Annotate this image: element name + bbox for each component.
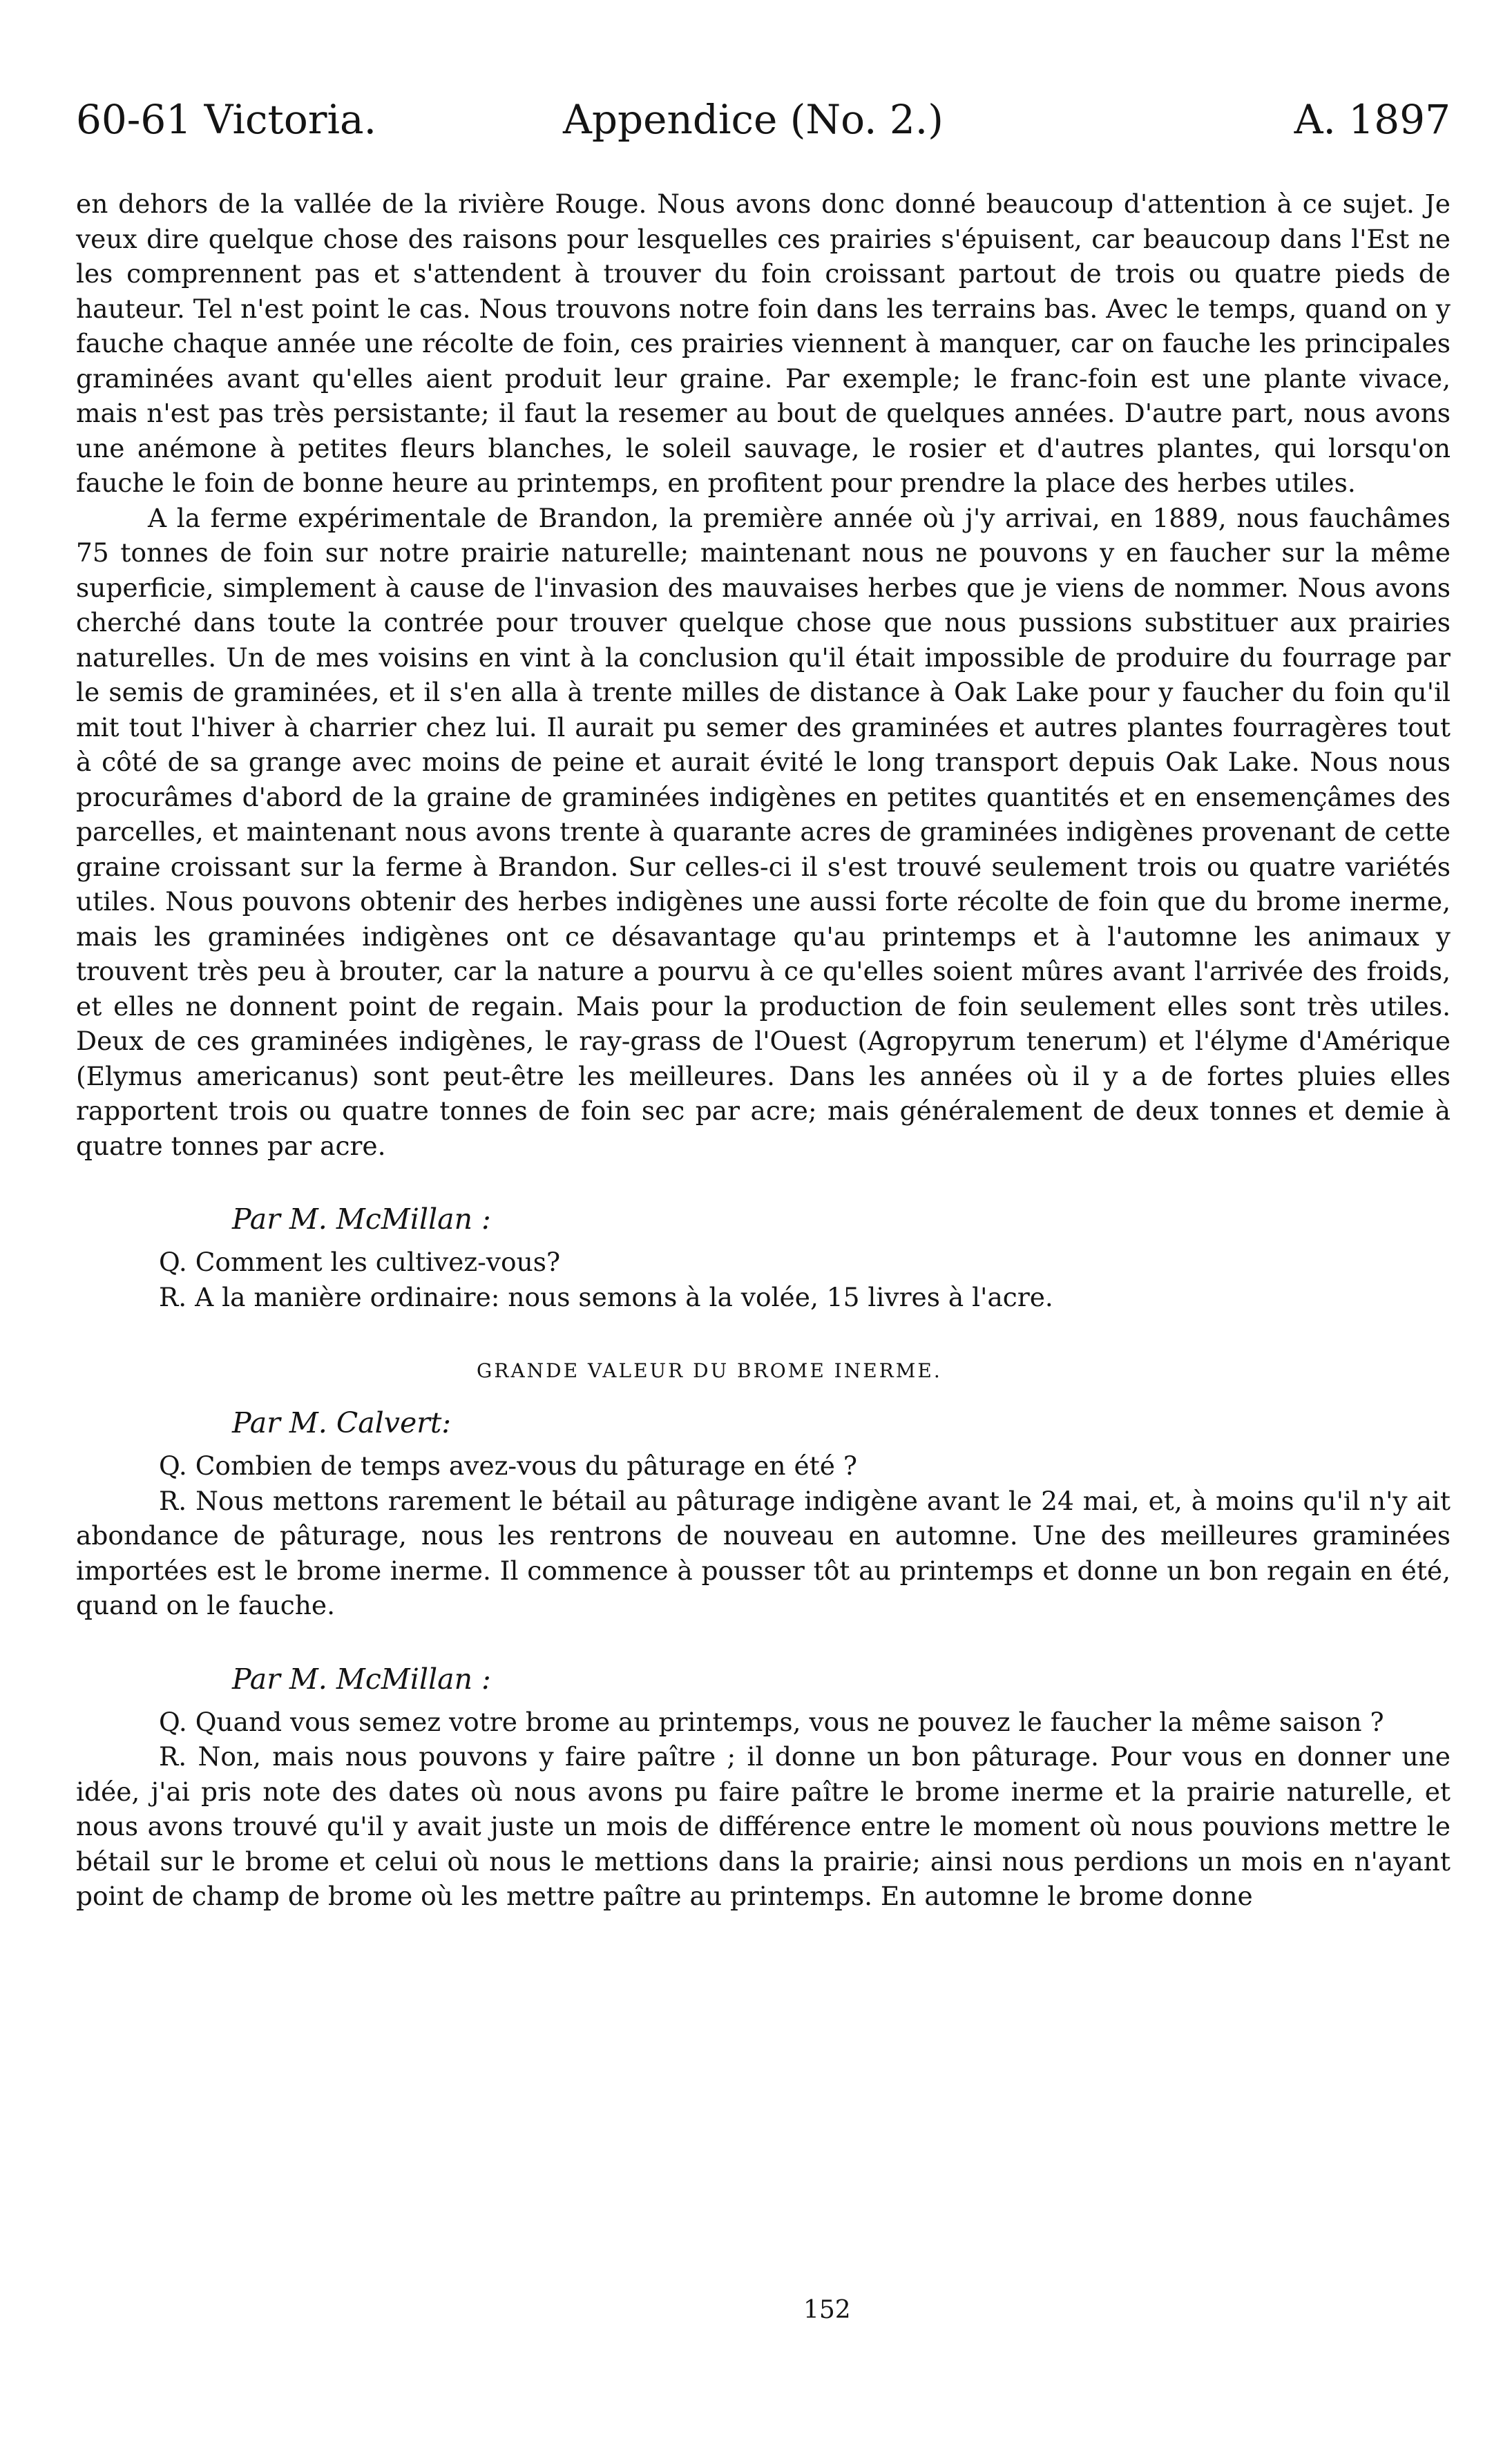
qa-text: A la manière ordinaire: nous semons à la volée, 15 livres à l'acre. [195, 1281, 1053, 1312]
question [76, 1245, 1451, 1280]
qa-text: Non, mais nous pouvons y faire paître ; il donne un bon pâturage. Pour vous en donner une idée, j'ai pris note des dates où nous avons pu faire paître le brome inerme et la prairie naturelle, et nous avons trouvé qu'il y avait juste un mois de différence entre le moment où nous pouvions mettre le bétail sur le brome et celui où nous le mettions dans la prairie; ainsi nous perdions un mois en n'ayant point de champ de brome où les mettre paître au printemps. En automne le brome donne [76, 1741, 1451, 1911]
answer [76, 1739, 1451, 1914]
speaker-mcmillan: Par M. McMillan : [232, 1203, 491, 1236]
qa-tag: R. [159, 1741, 187, 1772]
answer [76, 1484, 1451, 1623]
question [76, 1705, 1451, 1740]
qa-tag: Q. [159, 1450, 187, 1481]
qa-tag: Q. [159, 1706, 187, 1737]
qa-text: Quand vous semez votre brome au printemps, vous ne pouvez le faucher la même saison ? [195, 1706, 1384, 1737]
page-number: 152 [803, 2296, 851, 2324]
qa-text: Comment les cultivez-vous? [195, 1247, 561, 1277]
paragraph-continuation: en dehors de la vallée de la rivière Rouge. Nous avons donc donné beaucoup d'attention à ce sujet. Je veux dire quelque chose des raisons pour lesquelles ces prairies s'épuisent, car beaucoup dans l'Est ne les comprennent pas et s'attendent à trouver du foin croissant partout de trois ou quatre pieds de hauteur. Tel n'est point le cas. Nous trouvons notre foin dans les terrains bas. Avec le temps, quand on y fauche chaque année une récolte de foin, ces prairies viennent à manquer, car on fauche les principales graminées avant qu'elles aient produit leur graine. Par exemple; le franc-foin est une plante vivace, mais n'est pas très persistante; il faut la resemer au bout de quelques années. D'autre part, nous avons une anémone à petites fleurs blanches, le soleil sauvage, le rosier et d'autres plantes, qui lorsqu'on fauche le foin de bonne heure au printemps, en profitent pour prendre la place des herbes utiles. [76, 189, 1451, 498]
qa-tag: Q. [159, 1247, 187, 1277]
answer [76, 1280, 1451, 1315]
running-header [76, 88, 1451, 151]
header-year: A. 1897 [1294, 96, 1451, 143]
section-heading: GRANDE VALEUR DU BROME INERME. [477, 1359, 942, 1382]
paragraph-brandon-farm: A la ferme expérimentale de Brandon, la première année où j'y arrivai, en 1889, nous fauchâmes 75 tonnes de foin sur notre prairie naturelle; maintenant nous ne pouvons y en faucher sur la même superficie, simplement à cause de l'invasion des mauvaises herbes que je viens de nommer. Nous avons cherché dans toute la contrée pour trouver quelque chose que nous pussions substituer aux prairies naturelles. Un de mes voisins en vint à la conclusion qu'il était impossible de produire du fourrage par le semis de graminées, et il s'en alla à trente milles de distance à Oak Lake pour y faucher du foin qu'il mit tout l'hiver à charrier chez lui. Il aurait pu semer des graminées et autres plantes fourragères tout à côté de sa grange avec moins de peine et aurait évité le long transport depuis Oak Lake. Nous nous procurâmes d'abord de la graine de graminées indigènes en petites quantités et en ensemençâmes des parcelles, et maintenant nous avons trente à quarante acres de graminées indigènes provenant de cette graine croissant sur la ferme à Brandon. Sur celles-ci il s'est trouvé seulement trois ou quatre variétés utiles. Nous pouvons obtenir des herbes indigènes une aussi forte récolte de foin que du brome inerme, mais les graminées indigènes ont ce désavantage qu'au printemps et à l'automne les animaux y trouvent très peu à brouter, car la nature a pourvu à ce qu'elles soient mûres avant l'arrivée des froids, et elles ne donnent point de regain. Mais pour la production de foin seulement elles sont très utiles. Deux de ces graminées indigènes, le ray-grass de l'Ouest (Agropyrum tenerum) et l'élyme d'Amérique (Elymus americanus) sont peut-être les meilleures. Dans les années où il y a de fortes pluies elles rapportent trois ou quatre tonnes de foin sec par acre; mais généralement de deux tonnes et demie à quatre tonnes par acre. [76, 502, 1451, 1161]
body-text [76, 186, 1451, 1914]
qa-tag: R. [159, 1281, 187, 1312]
speaker-calvert: Par M. Calvert: [232, 1406, 452, 1439]
speaker-mcmillan: Par M. McMillan : [232, 1662, 491, 1696]
header-session: 60-61 Victoria. [76, 96, 377, 143]
header-appendix: Appendice (No. 2.) [563, 96, 944, 143]
qa-text: Nous mettons rarement le bétail au pâturage indigène avant le 24 mai, et, à moins qu'il n'y ait abondance de pâturage, nous les rentrons de nouveau en automne. Une des meilleures graminées importées est le brome inerme. Il commence à pousser tôt au printemps et donne un bon regain en été, quand on le fauche. [76, 1485, 1451, 1620]
qa-tag: R. [159, 1485, 187, 1516]
question [76, 1448, 1451, 1484]
document-page [76, 0, 1451, 2452]
qa-text: Combien de temps avez-vous du pâturage en été ? [195, 1450, 857, 1481]
